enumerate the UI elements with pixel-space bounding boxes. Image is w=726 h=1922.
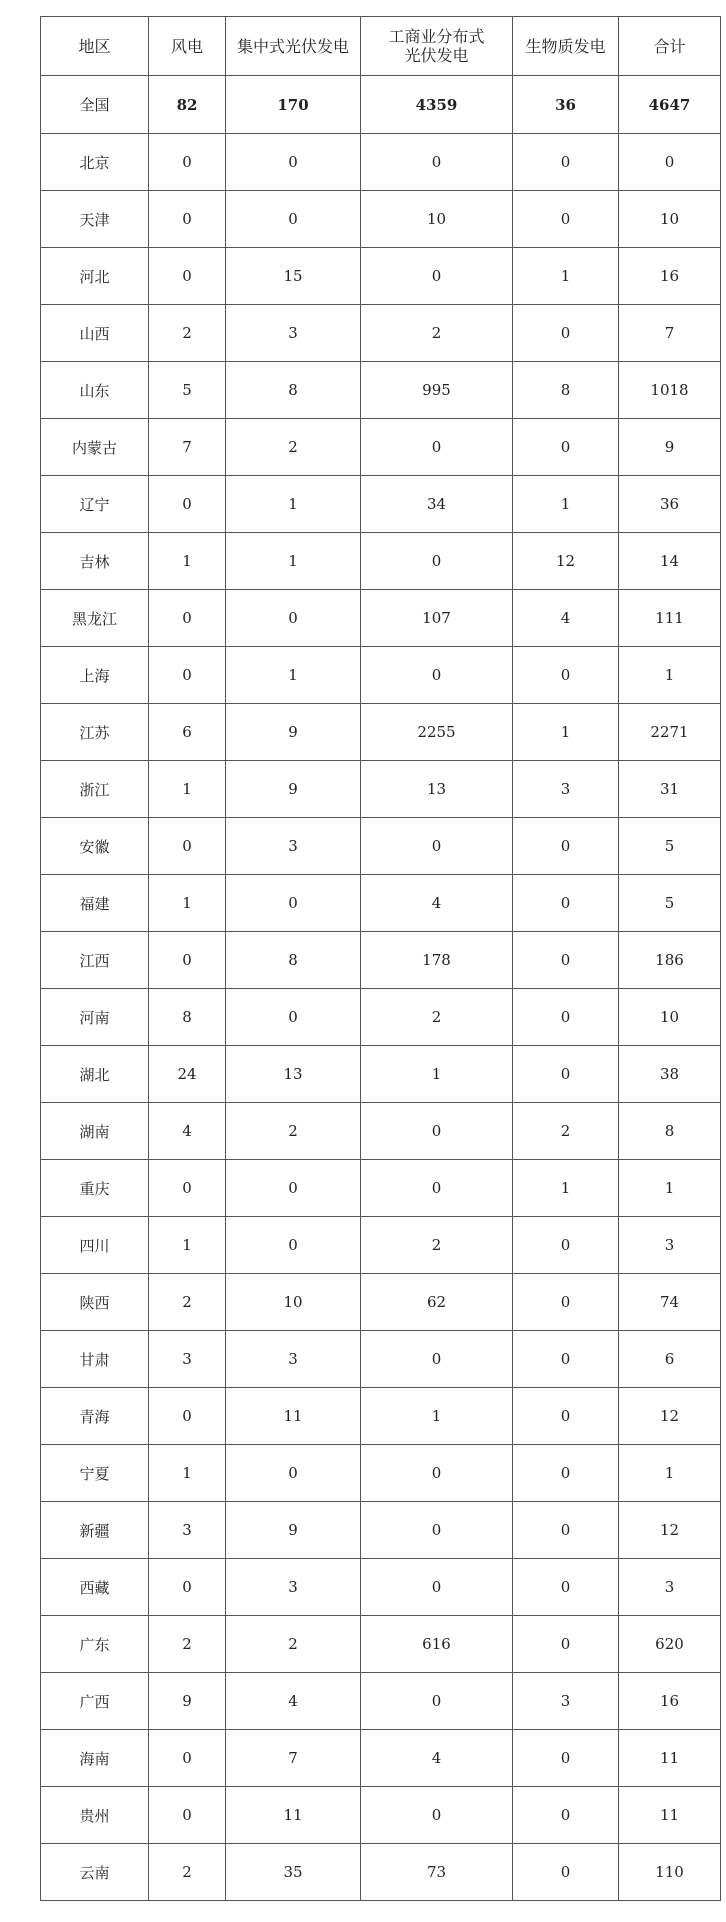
region-cell: 内蒙古	[41, 419, 149, 476]
centralized-pv-cell: 1	[226, 476, 361, 533]
biomass-cell: 0	[513, 1787, 619, 1844]
region-cell: 广东	[41, 1616, 149, 1673]
total-cell: 4647	[619, 76, 721, 134]
region-cell: 青海	[41, 1388, 149, 1445]
total-cell: 12	[619, 1388, 721, 1445]
centralized-pv-cell: 3	[226, 1559, 361, 1616]
centralized-pv-cell: 4	[226, 1673, 361, 1730]
biomass-cell: 0	[513, 1274, 619, 1331]
wind-cell: 1	[149, 875, 226, 932]
data-table-container	[40, 16, 720, 1901]
total-cell: 1018	[619, 362, 721, 419]
distributed-pv-cell: 1	[361, 1046, 513, 1103]
table-row	[41, 419, 721, 476]
distributed-pv-cell: 13	[361, 761, 513, 818]
distributed-pv-cell: 4359	[361, 76, 513, 134]
distributed-pv-cell: 0	[361, 248, 513, 305]
distributed-pv-cell: 107	[361, 590, 513, 647]
column-header-line: 集中式光伏发电	[236, 36, 349, 56]
biomass-cell: 3	[513, 1673, 619, 1730]
centralized-pv-cell: 15	[226, 248, 361, 305]
table-row	[41, 1730, 721, 1787]
wind-cell: 0	[149, 590, 226, 647]
total-cell: 5	[619, 818, 721, 875]
column-header-line: 生物质发电	[525, 36, 606, 56]
wind-cell: 0	[149, 1559, 226, 1616]
table-row	[41, 134, 721, 191]
wind-cell: 0	[149, 1787, 226, 1844]
centralized-pv-cell: 7	[226, 1730, 361, 1787]
wind-cell: 8	[149, 989, 226, 1046]
region-cell: 江苏	[41, 704, 149, 761]
biomass-cell: 0	[513, 134, 619, 191]
table-row	[41, 704, 721, 761]
distributed-pv-cell: 0	[361, 533, 513, 590]
region-cell: 海南	[41, 1730, 149, 1787]
total-cell: 12	[619, 1502, 721, 1559]
wind-cell: 0	[149, 476, 226, 533]
centralized-pv-cell: 0	[226, 875, 361, 932]
wind-cell: 0	[149, 932, 226, 989]
wind-cell: 7	[149, 419, 226, 476]
centralized-pv-cell: 9	[226, 704, 361, 761]
region-cell: 甘肃	[41, 1331, 149, 1388]
wind-cell: 1	[149, 533, 226, 590]
region-cell: 陕西	[41, 1274, 149, 1331]
centralized-pv-cell: 11	[226, 1787, 361, 1844]
centralized-pv-cell: 9	[226, 1502, 361, 1559]
region-cell: 河北	[41, 248, 149, 305]
distributed-pv-cell: 1	[361, 1388, 513, 1445]
wind-cell: 2	[149, 1274, 226, 1331]
biomass-cell: 0	[513, 1445, 619, 1502]
biomass-cell: 36	[513, 76, 619, 134]
total-cell: 11	[619, 1787, 721, 1844]
centralized-pv-cell: 8	[226, 932, 361, 989]
distributed-pv-cell: 0	[361, 1445, 513, 1502]
total-cell: 620	[619, 1616, 721, 1673]
total-cell: 2271	[619, 704, 721, 761]
distributed-pv-cell: 616	[361, 1616, 513, 1673]
centralized-pv-cell: 0	[226, 1217, 361, 1274]
biomass-cell: 0	[513, 818, 619, 875]
data-table	[40, 16, 721, 1901]
total-cell: 7	[619, 305, 721, 362]
total-cell: 36	[619, 476, 721, 533]
centralized-pv-cell: 0	[226, 1445, 361, 1502]
wind-cell: 82	[149, 76, 226, 134]
wind-cell: 0	[149, 1388, 226, 1445]
region-cell: 上海	[41, 647, 149, 704]
table-row	[41, 1046, 721, 1103]
table-row	[41, 1787, 721, 1844]
wind-cell: 0	[149, 647, 226, 704]
distributed-pv-cell: 995	[361, 362, 513, 419]
region-cell: 吉林	[41, 533, 149, 590]
wind-cell: 4	[149, 1103, 226, 1160]
table-row	[41, 1103, 721, 1160]
total-cell: 10	[619, 989, 721, 1046]
centralized-pv-cell: 13	[226, 1046, 361, 1103]
centralized-pv-cell: 3	[226, 305, 361, 362]
table-row	[41, 1274, 721, 1331]
biomass-cell: 0	[513, 647, 619, 704]
biomass-cell: 12	[513, 533, 619, 590]
total-cell: 10	[619, 191, 721, 248]
centralized-pv-cell: 9	[226, 761, 361, 818]
region-cell: 新疆	[41, 1502, 149, 1559]
biomass-cell: 1	[513, 704, 619, 761]
region-cell: 贵州	[41, 1787, 149, 1844]
biomass-cell: 3	[513, 761, 619, 818]
centralized-pv-cell: 3	[226, 1331, 361, 1388]
centralized-pv-cell: 2	[226, 419, 361, 476]
biomass-cell: 0	[513, 1502, 619, 1559]
table-row	[41, 305, 721, 362]
biomass-cell: 0	[513, 1616, 619, 1673]
total-cell: 8	[619, 1103, 721, 1160]
wind-cell: 24	[149, 1046, 226, 1103]
region-cell: 天津	[41, 191, 149, 248]
centralized-pv-cell: 170	[226, 76, 361, 134]
centralized-pv-cell: 1	[226, 533, 361, 590]
column-header-line: 地区	[78, 36, 111, 56]
biomass-cell: 0	[513, 1730, 619, 1787]
region-cell: 山东	[41, 362, 149, 419]
region-cell: 浙江	[41, 761, 149, 818]
biomass-cell: 1	[513, 248, 619, 305]
wind-cell: 5	[149, 362, 226, 419]
wind-cell: 9	[149, 1673, 226, 1730]
distributed-pv-cell: 0	[361, 1103, 513, 1160]
wind-cell: 3	[149, 1331, 226, 1388]
table-row	[41, 1445, 721, 1502]
distributed-pv-cell: 0	[361, 419, 513, 476]
distributed-pv-cell: 0	[361, 1160, 513, 1217]
table-row	[41, 1388, 721, 1445]
table-body	[41, 76, 721, 1901]
table-row	[41, 989, 721, 1046]
centralized-pv-cell: 0	[226, 590, 361, 647]
biomass-cell: 0	[513, 1844, 619, 1901]
total-cell: 5	[619, 875, 721, 932]
wind-cell: 6	[149, 704, 226, 761]
distributed-pv-cell: 62	[361, 1274, 513, 1331]
distributed-pv-cell: 10	[361, 191, 513, 248]
biomass-cell: 1	[513, 1160, 619, 1217]
total-cell: 111	[619, 590, 721, 647]
total-cell: 3	[619, 1217, 721, 1274]
column-header-wind	[149, 17, 226, 76]
region-cell: 云南	[41, 1844, 149, 1901]
centralized-pv-cell: 1	[226, 647, 361, 704]
wind-cell: 3	[149, 1502, 226, 1559]
table-row	[41, 932, 721, 989]
table-row	[41, 1331, 721, 1388]
biomass-cell: 0	[513, 305, 619, 362]
total-cell: 3	[619, 1559, 721, 1616]
wind-cell: 1	[149, 761, 226, 818]
distributed-pv-cell: 0	[361, 1331, 513, 1388]
total-cell: 6	[619, 1331, 721, 1388]
region-cell: 安徽	[41, 818, 149, 875]
region-cell: 湖北	[41, 1046, 149, 1103]
wind-cell: 1	[149, 1445, 226, 1502]
region-cell: 四川	[41, 1217, 149, 1274]
distributed-pv-cell: 2255	[361, 704, 513, 761]
table-row	[41, 533, 721, 590]
column-header-line: 工商业分布式	[388, 27, 485, 46]
centralized-pv-cell: 2	[226, 1103, 361, 1160]
table-row	[41, 1217, 721, 1274]
centralized-pv-cell: 0	[226, 191, 361, 248]
biomass-cell: 0	[513, 989, 619, 1046]
biomass-cell: 0	[513, 191, 619, 248]
total-cell: 110	[619, 1844, 721, 1901]
wind-cell: 0	[149, 191, 226, 248]
region-cell: 西藏	[41, 1559, 149, 1616]
biomass-cell: 0	[513, 1217, 619, 1274]
centralized-pv-cell: 2	[226, 1616, 361, 1673]
region-cell: 河南	[41, 989, 149, 1046]
table-row	[41, 476, 721, 533]
region-cell: 福建	[41, 875, 149, 932]
table-row	[41, 818, 721, 875]
centralized-pv-cell: 0	[226, 1160, 361, 1217]
table-row	[41, 761, 721, 818]
table-row	[41, 1160, 721, 1217]
column-header-line: 合计	[653, 36, 686, 56]
wind-cell: 2	[149, 1616, 226, 1673]
total-cell: 38	[619, 1046, 721, 1103]
region-cell: 江西	[41, 932, 149, 989]
column-header-line: 风电	[170, 36, 203, 56]
distributed-pv-cell: 34	[361, 476, 513, 533]
centralized-pv-cell: 10	[226, 1274, 361, 1331]
total-cell: 1	[619, 1160, 721, 1217]
centralized-pv-cell: 0	[226, 134, 361, 191]
wind-cell: 2	[149, 305, 226, 362]
centralized-pv-cell: 0	[226, 989, 361, 1046]
region-cell: 重庆	[41, 1160, 149, 1217]
region-cell: 广西	[41, 1673, 149, 1730]
table-row	[41, 1844, 721, 1901]
distributed-pv-cell: 0	[361, 134, 513, 191]
table-row	[41, 248, 721, 305]
total-cell: 74	[619, 1274, 721, 1331]
wind-cell: 0	[149, 1730, 226, 1787]
column-header-centralized-pv	[226, 17, 361, 76]
total-cell: 11	[619, 1730, 721, 1787]
region-cell: 北京	[41, 134, 149, 191]
table-row	[41, 875, 721, 932]
total-cell: 1	[619, 1445, 721, 1502]
distributed-pv-cell: 0	[361, 1502, 513, 1559]
table-row-national-total	[41, 76, 721, 134]
total-cell: 16	[619, 248, 721, 305]
distributed-pv-cell: 0	[361, 647, 513, 704]
table-row	[41, 1502, 721, 1559]
region-cell: 湖南	[41, 1103, 149, 1160]
total-cell: 186	[619, 932, 721, 989]
wind-cell: 0	[149, 1160, 226, 1217]
centralized-pv-cell: 35	[226, 1844, 361, 1901]
total-cell: 16	[619, 1673, 721, 1730]
distributed-pv-cell: 4	[361, 875, 513, 932]
distributed-pv-cell: 2	[361, 1217, 513, 1274]
biomass-cell: 0	[513, 1046, 619, 1103]
region-cell: 山西	[41, 305, 149, 362]
distributed-pv-cell: 2	[361, 305, 513, 362]
total-cell: 1	[619, 647, 721, 704]
header-row	[41, 17, 721, 76]
wind-cell: 1	[149, 1217, 226, 1274]
table-row	[41, 590, 721, 647]
wind-cell: 0	[149, 134, 226, 191]
biomass-cell: 0	[513, 875, 619, 932]
total-cell: 31	[619, 761, 721, 818]
distributed-pv-cell: 0	[361, 1673, 513, 1730]
region-cell: 宁夏	[41, 1445, 149, 1502]
column-header-total	[619, 17, 721, 76]
table-row	[41, 191, 721, 248]
wind-cell: 2	[149, 1844, 226, 1901]
distributed-pv-cell: 0	[361, 818, 513, 875]
table-row	[41, 1559, 721, 1616]
wind-cell: 0	[149, 818, 226, 875]
table-row	[41, 647, 721, 704]
distributed-pv-cell: 0	[361, 1787, 513, 1844]
column-header-line: 光伏发电	[404, 46, 469, 65]
table-row	[41, 1673, 721, 1730]
region-cell: 黑龙江	[41, 590, 149, 647]
table-header	[41, 17, 721, 76]
biomass-cell: 0	[513, 1388, 619, 1445]
distributed-pv-cell: 2	[361, 989, 513, 1046]
biomass-cell: 0	[513, 419, 619, 476]
centralized-pv-cell: 11	[226, 1388, 361, 1445]
total-cell: 0	[619, 134, 721, 191]
wind-cell: 0	[149, 248, 226, 305]
centralized-pv-cell: 3	[226, 818, 361, 875]
total-cell: 9	[619, 419, 721, 476]
distributed-pv-cell: 0	[361, 1559, 513, 1616]
column-header-distributed-pv	[361, 17, 513, 76]
centralized-pv-cell: 8	[226, 362, 361, 419]
biomass-cell: 0	[513, 932, 619, 989]
distributed-pv-cell: 4	[361, 1730, 513, 1787]
distributed-pv-cell: 178	[361, 932, 513, 989]
region-cell: 辽宁	[41, 476, 149, 533]
table-row	[41, 1616, 721, 1673]
table-row	[41, 362, 721, 419]
region-cell: 全国	[41, 76, 149, 134]
total-cell: 14	[619, 533, 721, 590]
biomass-cell: 8	[513, 362, 619, 419]
column-header-biomass	[513, 17, 619, 76]
biomass-cell: 4	[513, 590, 619, 647]
biomass-cell: 0	[513, 1559, 619, 1616]
column-header-region	[41, 17, 149, 76]
distributed-pv-cell: 73	[361, 1844, 513, 1901]
biomass-cell: 0	[513, 1331, 619, 1388]
biomass-cell: 2	[513, 1103, 619, 1160]
biomass-cell: 1	[513, 476, 619, 533]
